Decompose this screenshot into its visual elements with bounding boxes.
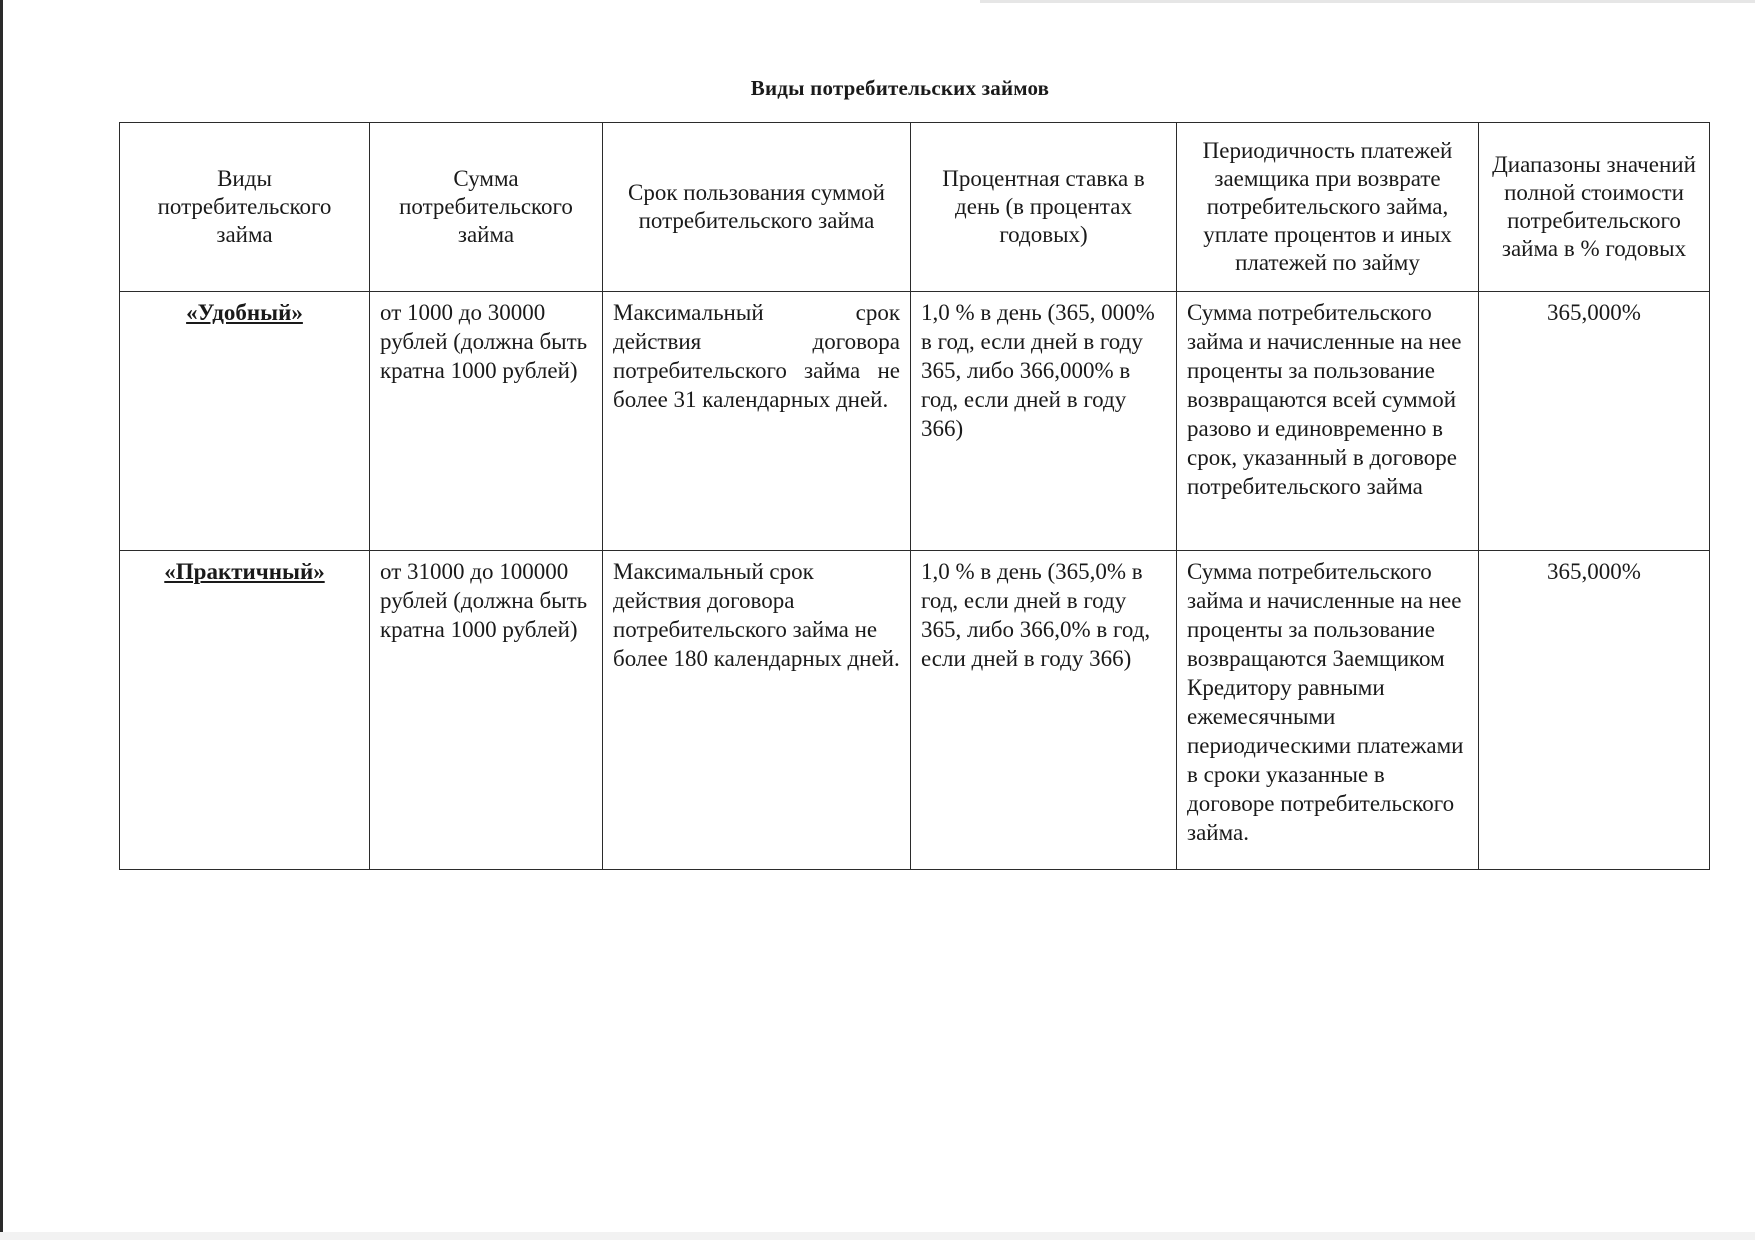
payment-frequency-cell: Сумма потребительского займа и начисленные на нее проценты за пользование возвращаются всей суммой разово и единовременно в срок, указанный в договоре потребительского займа (1177, 292, 1479, 551)
loan-name-cell: «Практичный» (120, 551, 370, 870)
scan-edge-bottom (0, 1232, 1755, 1240)
interest-rate-cell: 1,0 % в день (365, 000% в год, если дней в году 365, либо 366,000% в год, если дней в году 366) (911, 292, 1177, 551)
loan-name-cell: «Удобный» (120, 292, 370, 551)
interest-rate-cell: 1,0 % в день (365,0% в год, если дней в году 365, либо 366,0% в год, если дней в году 366) (911, 551, 1177, 870)
document-title: Виды потребительских займов (750, 76, 1050, 100)
loan-amount-cell: от 1000 до 30000 рублей (должна быть кратна 1000 рублей) (370, 292, 603, 551)
table-header-row (120, 123, 1710, 292)
header-loan-type: Виды потребительского займа (120, 123, 370, 292)
loan-term-cell: Максимальный срок действия договора потребительского займа не более 31 календарных дней. (603, 292, 911, 551)
loan-amount-cell: от 31000 до 100000 рублей (должна быть кратна 1000 рублей) (370, 551, 603, 870)
loan-types-table (119, 122, 1710, 870)
header-interest-rate: Процентная ставка в день (в процентах годовых) (911, 123, 1177, 292)
full-cost-cell: 365,000% (1479, 292, 1710, 551)
payment-frequency-cell: Сумма потребительского займа и начисленные на нее проценты за пользование возвращаются Заемщиком Кредитору равными ежемесячными периодическими платежами в сроки указанные в договоре потребительского займа. (1177, 551, 1479, 870)
loan-term-cell: Максимальный срок действия договора потребительского займа не более 180 календарных дней. (603, 551, 911, 870)
full-cost-cell: 365,000% (1479, 551, 1710, 870)
header-full-cost-range: Диапазоны значений полной стоимости потребительского займа в % годовых (1479, 123, 1710, 292)
header-loan-term: Срок пользования суммой потребительского займа (603, 123, 911, 292)
table-row (120, 292, 1710, 551)
header-loan-amount: Сумма потребительского займа (370, 123, 603, 292)
header-payment-frequency: Периодичность платежей заемщика при возврате потребительского займа, уплате процентов и иных платежей по займу (1177, 123, 1479, 292)
scan-edge-left (0, 0, 3, 1240)
scan-edge-top (980, 0, 1755, 3)
table-row (120, 551, 1710, 870)
